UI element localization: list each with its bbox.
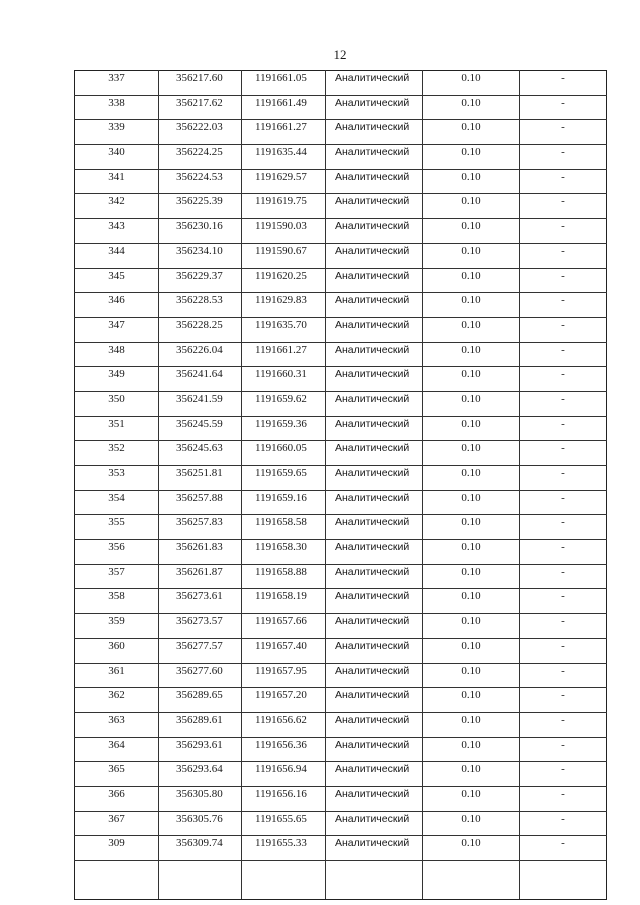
point-number-cell: 309 (75, 836, 159, 861)
note-cell: - (520, 169, 607, 194)
table-row (75, 638, 607, 663)
method-cell: Аналитический (326, 490, 423, 515)
table-row (75, 268, 607, 293)
x-coordinate-cell: 356257.83 (159, 515, 242, 540)
accuracy-cell: 0.10 (423, 243, 520, 268)
note-cell: - (520, 194, 607, 219)
table-row (75, 441, 607, 466)
x-coordinate-cell: 356224.25 (159, 145, 242, 170)
method-cell: Аналитический (326, 71, 423, 96)
note-cell: - (520, 317, 607, 342)
y-coordinate-cell: 1191660.31 (242, 367, 326, 392)
y-coordinate-cell: 1191656.16 (242, 786, 326, 811)
empty-cell (159, 861, 242, 900)
accuracy-cell: 0.10 (423, 589, 520, 614)
accuracy-cell: 0.10 (423, 317, 520, 342)
method-cell: Аналитический (326, 836, 423, 861)
point-number-cell: 341 (75, 169, 159, 194)
x-coordinate-cell: 356226.04 (159, 342, 242, 367)
x-coordinate-cell: 356261.87 (159, 564, 242, 589)
accuracy-cell: 0.10 (423, 638, 520, 663)
accuracy-cell: 0.10 (423, 515, 520, 540)
method-cell: Аналитический (326, 638, 423, 663)
y-coordinate-cell: 1191660.05 (242, 441, 326, 466)
method-cell: Аналитический (326, 219, 423, 244)
x-coordinate-cell: 356273.61 (159, 589, 242, 614)
y-coordinate-cell: 1191590.67 (242, 243, 326, 268)
table-row (75, 367, 607, 392)
x-coordinate-cell: 356293.61 (159, 737, 242, 762)
note-cell: - (520, 219, 607, 244)
note-cell: - (520, 466, 607, 491)
accuracy-cell: 0.10 (423, 169, 520, 194)
note-cell: - (520, 540, 607, 565)
table-row (75, 243, 607, 268)
accuracy-cell: 0.10 (423, 416, 520, 441)
point-number-cell: 364 (75, 737, 159, 762)
x-coordinate-cell: 356224.53 (159, 169, 242, 194)
table-row (75, 317, 607, 342)
table-row (75, 342, 607, 367)
table-row (75, 663, 607, 688)
table-row (75, 836, 607, 861)
y-coordinate-cell: 1191655.33 (242, 836, 326, 861)
method-cell: Аналитический (326, 367, 423, 392)
x-coordinate-cell: 356217.62 (159, 95, 242, 120)
y-coordinate-cell: 1191619.75 (242, 194, 326, 219)
table-row (75, 120, 607, 145)
point-number-cell: 356 (75, 540, 159, 565)
method-cell: Аналитический (326, 317, 423, 342)
point-number-cell: 337 (75, 71, 159, 96)
note-cell: - (520, 737, 607, 762)
x-coordinate-cell: 356225.39 (159, 194, 242, 219)
accuracy-cell: 0.10 (423, 293, 520, 318)
method-cell: Аналитический (326, 120, 423, 145)
note-cell: - (520, 663, 607, 688)
y-coordinate-cell: 1191657.66 (242, 614, 326, 639)
point-number-cell: 347 (75, 317, 159, 342)
method-cell: Аналитический (326, 243, 423, 268)
note-cell: - (520, 762, 607, 787)
point-number-cell: 349 (75, 367, 159, 392)
note-cell: - (520, 515, 607, 540)
method-cell: Аналитический (326, 540, 423, 565)
method-cell: Аналитический (326, 663, 423, 688)
accuracy-cell: 0.10 (423, 663, 520, 688)
accuracy-cell: 0.10 (423, 688, 520, 713)
y-coordinate-cell: 1191656.62 (242, 712, 326, 737)
note-cell: - (520, 391, 607, 416)
accuracy-cell: 0.10 (423, 786, 520, 811)
x-coordinate-cell: 356234.10 (159, 243, 242, 268)
table-row (75, 145, 607, 170)
point-number-cell: 343 (75, 219, 159, 244)
accuracy-cell: 0.10 (423, 490, 520, 515)
table-row (75, 589, 607, 614)
accuracy-cell: 0.10 (423, 712, 520, 737)
note-cell: - (520, 441, 607, 466)
x-coordinate-cell: 356241.59 (159, 391, 242, 416)
y-coordinate-cell: 1191658.30 (242, 540, 326, 565)
method-cell: Аналитический (326, 589, 423, 614)
x-coordinate-cell: 356229.37 (159, 268, 242, 293)
method-cell: Аналитический (326, 268, 423, 293)
table-row (75, 688, 607, 713)
table-row (75, 811, 607, 836)
accuracy-cell: 0.10 (423, 762, 520, 787)
note-cell: - (520, 95, 607, 120)
point-number-cell: 355 (75, 515, 159, 540)
accuracy-cell: 0.10 (423, 466, 520, 491)
x-coordinate-cell: 356293.64 (159, 762, 242, 787)
point-number-cell: 361 (75, 663, 159, 688)
accuracy-cell: 0.10 (423, 268, 520, 293)
point-number-cell: 348 (75, 342, 159, 367)
empty-cell (242, 861, 326, 900)
note-cell: - (520, 836, 607, 861)
empty-cell (326, 861, 423, 900)
point-number-cell: 366 (75, 786, 159, 811)
accuracy-cell: 0.10 (423, 540, 520, 565)
method-cell: Аналитический (326, 614, 423, 639)
y-coordinate-cell: 1191657.95 (242, 663, 326, 688)
x-coordinate-cell: 356251.81 (159, 466, 242, 491)
method-cell: Аналитический (326, 416, 423, 441)
y-coordinate-cell: 1191658.19 (242, 589, 326, 614)
table-row (75, 71, 607, 96)
note-cell: - (520, 416, 607, 441)
point-number-cell: 339 (75, 120, 159, 145)
table-row (75, 169, 607, 194)
x-coordinate-cell: 356245.63 (159, 441, 242, 466)
y-coordinate-cell: 1191620.25 (242, 268, 326, 293)
empty-cell (423, 861, 520, 900)
coordinates-table (74, 70, 607, 900)
x-coordinate-cell: 356305.80 (159, 786, 242, 811)
method-cell: Аналитический (326, 293, 423, 318)
y-coordinate-cell: 1191629.57 (242, 169, 326, 194)
accuracy-cell: 0.10 (423, 95, 520, 120)
note-cell: - (520, 712, 607, 737)
x-coordinate-cell: 356277.57 (159, 638, 242, 663)
method-cell: Аналитический (326, 169, 423, 194)
x-coordinate-cell: 356305.76 (159, 811, 242, 836)
point-number-cell: 344 (75, 243, 159, 268)
table-row (75, 490, 607, 515)
note-cell: - (520, 688, 607, 713)
accuracy-cell: 0.10 (423, 219, 520, 244)
method-cell: Аналитический (326, 688, 423, 713)
method-cell: Аналитический (326, 762, 423, 787)
note-cell: - (520, 145, 607, 170)
y-coordinate-cell: 1191661.27 (242, 120, 326, 145)
y-coordinate-cell: 1191659.36 (242, 416, 326, 441)
x-coordinate-cell: 356230.16 (159, 219, 242, 244)
y-coordinate-cell: 1191656.36 (242, 737, 326, 762)
note-cell: - (520, 120, 607, 145)
x-coordinate-cell: 356261.83 (159, 540, 242, 565)
y-coordinate-cell: 1191658.88 (242, 564, 326, 589)
accuracy-cell: 0.10 (423, 614, 520, 639)
point-number-cell: 350 (75, 391, 159, 416)
note-cell: - (520, 268, 607, 293)
method-cell: Аналитический (326, 466, 423, 491)
point-number-cell: 363 (75, 712, 159, 737)
y-coordinate-cell: 1191590.03 (242, 219, 326, 244)
note-cell: - (520, 564, 607, 589)
table-row (75, 737, 607, 762)
coordinates-table-body (75, 71, 607, 900)
note-cell: - (520, 614, 607, 639)
method-cell: Аналитический (326, 95, 423, 120)
method-cell: Аналитический (326, 564, 423, 589)
accuracy-cell: 0.10 (423, 342, 520, 367)
table-row (75, 540, 607, 565)
note-cell: - (520, 342, 607, 367)
y-coordinate-cell: 1191629.83 (242, 293, 326, 318)
table-row (75, 391, 607, 416)
method-cell: Аналитический (326, 441, 423, 466)
accuracy-cell: 0.10 (423, 71, 520, 96)
table-row (75, 515, 607, 540)
method-cell: Аналитический (326, 811, 423, 836)
accuracy-cell: 0.10 (423, 441, 520, 466)
point-number-cell: 360 (75, 638, 159, 663)
table-row (75, 293, 607, 318)
x-coordinate-cell: 356273.57 (159, 614, 242, 639)
table-row (75, 416, 607, 441)
y-coordinate-cell: 1191659.65 (242, 466, 326, 491)
empty-table-row (75, 861, 607, 900)
method-cell: Аналитический (326, 391, 423, 416)
point-number-cell: 351 (75, 416, 159, 441)
table-row (75, 614, 607, 639)
point-number-cell: 345 (75, 268, 159, 293)
y-coordinate-cell: 1191658.58 (242, 515, 326, 540)
note-cell: - (520, 243, 607, 268)
note-cell: - (520, 367, 607, 392)
note-cell: - (520, 71, 607, 96)
point-number-cell: 357 (75, 564, 159, 589)
table-row (75, 762, 607, 787)
method-cell: Аналитический (326, 194, 423, 219)
point-number-cell: 353 (75, 466, 159, 491)
x-coordinate-cell: 356289.65 (159, 688, 242, 713)
x-coordinate-cell: 356228.53 (159, 293, 242, 318)
note-cell: - (520, 811, 607, 836)
point-number-cell: 365 (75, 762, 159, 787)
note-cell: - (520, 293, 607, 318)
x-coordinate-cell: 356309.74 (159, 836, 242, 861)
point-number-cell: 346 (75, 293, 159, 318)
accuracy-cell: 0.10 (423, 194, 520, 219)
table-row (75, 712, 607, 737)
y-coordinate-cell: 1191656.94 (242, 762, 326, 787)
x-coordinate-cell: 356289.61 (159, 712, 242, 737)
point-number-cell: 338 (75, 95, 159, 120)
point-number-cell: 342 (75, 194, 159, 219)
empty-cell (520, 861, 607, 900)
method-cell: Аналитический (326, 515, 423, 540)
note-cell: - (520, 589, 607, 614)
method-cell: Аналитический (326, 786, 423, 811)
y-coordinate-cell: 1191661.49 (242, 95, 326, 120)
note-cell: - (520, 638, 607, 663)
table-row (75, 786, 607, 811)
y-coordinate-cell: 1191659.62 (242, 391, 326, 416)
table-row (75, 194, 607, 219)
accuracy-cell: 0.10 (423, 737, 520, 762)
x-coordinate-cell: 356257.88 (159, 490, 242, 515)
y-coordinate-cell: 1191657.40 (242, 638, 326, 663)
point-number-cell: 359 (75, 614, 159, 639)
y-coordinate-cell: 1191659.16 (242, 490, 326, 515)
point-number-cell: 358 (75, 589, 159, 614)
method-cell: Аналитический (326, 342, 423, 367)
y-coordinate-cell: 1191635.44 (242, 145, 326, 170)
note-cell: - (520, 786, 607, 811)
method-cell: Аналитический (326, 712, 423, 737)
table-row (75, 466, 607, 491)
y-coordinate-cell: 1191657.20 (242, 688, 326, 713)
x-coordinate-cell: 356277.60 (159, 663, 242, 688)
y-coordinate-cell: 1191661.27 (242, 342, 326, 367)
empty-cell (75, 861, 159, 900)
accuracy-cell: 0.10 (423, 564, 520, 589)
note-cell: - (520, 490, 607, 515)
point-number-cell: 354 (75, 490, 159, 515)
accuracy-cell: 0.10 (423, 367, 520, 392)
accuracy-cell: 0.10 (423, 836, 520, 861)
page-number: 12 (333, 47, 347, 62)
x-coordinate-cell: 356241.64 (159, 367, 242, 392)
method-cell: Аналитический (326, 145, 423, 170)
x-coordinate-cell: 356245.59 (159, 416, 242, 441)
accuracy-cell: 0.10 (423, 391, 520, 416)
x-coordinate-cell: 356228.25 (159, 317, 242, 342)
x-coordinate-cell: 356222.03 (159, 120, 242, 145)
point-number-cell: 367 (75, 811, 159, 836)
point-number-cell: 362 (75, 688, 159, 713)
table-row (75, 219, 607, 244)
table-row (75, 95, 607, 120)
point-number-cell: 352 (75, 441, 159, 466)
method-cell: Аналитический (326, 737, 423, 762)
table-row (75, 564, 607, 589)
x-coordinate-cell: 356217.60 (159, 71, 242, 96)
y-coordinate-cell: 1191655.65 (242, 811, 326, 836)
accuracy-cell: 0.10 (423, 811, 520, 836)
y-coordinate-cell: 1191635.70 (242, 317, 326, 342)
accuracy-cell: 0.10 (423, 120, 520, 145)
y-coordinate-cell: 1191661.05 (242, 71, 326, 96)
accuracy-cell: 0.10 (423, 145, 520, 170)
point-number-cell: 340 (75, 145, 159, 170)
